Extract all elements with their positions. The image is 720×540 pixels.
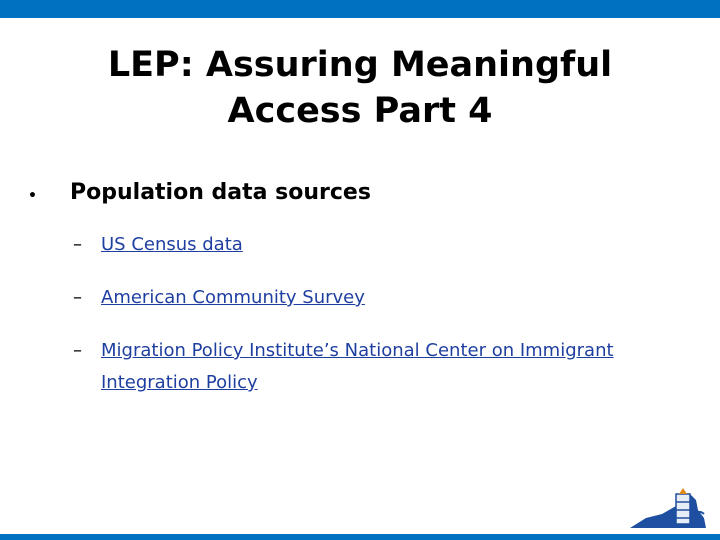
virginia-logo-icon — [626, 488, 708, 532]
sub-bullet-list — [73, 229, 693, 420]
bullet-text: Population data sources — [70, 180, 371, 205]
sub-bullet-item — [73, 229, 693, 261]
dash-icon: – — [73, 234, 82, 255]
bottom-accent-bar — [0, 534, 720, 540]
american-community-survey-link[interactable]: American Community Survey — [101, 287, 365, 308]
sub-bullet-item — [73, 335, 693, 399]
slide-title: LEP: Assuring Meaningful Access Part 4 — [107, 45, 613, 131]
top-accent-bar — [0, 0, 720, 18]
bullet-dot-icon: • — [28, 188, 37, 204]
sub-bullet-item — [73, 282, 693, 314]
dash-icon: – — [73, 340, 82, 361]
us-census-data-link[interactable]: US Census data — [101, 234, 243, 255]
migration-policy-institute-link[interactable]: Migration Policy Institute’s National Center on Immigrant Integration Policy — [101, 340, 614, 393]
dash-icon: – — [73, 287, 82, 308]
